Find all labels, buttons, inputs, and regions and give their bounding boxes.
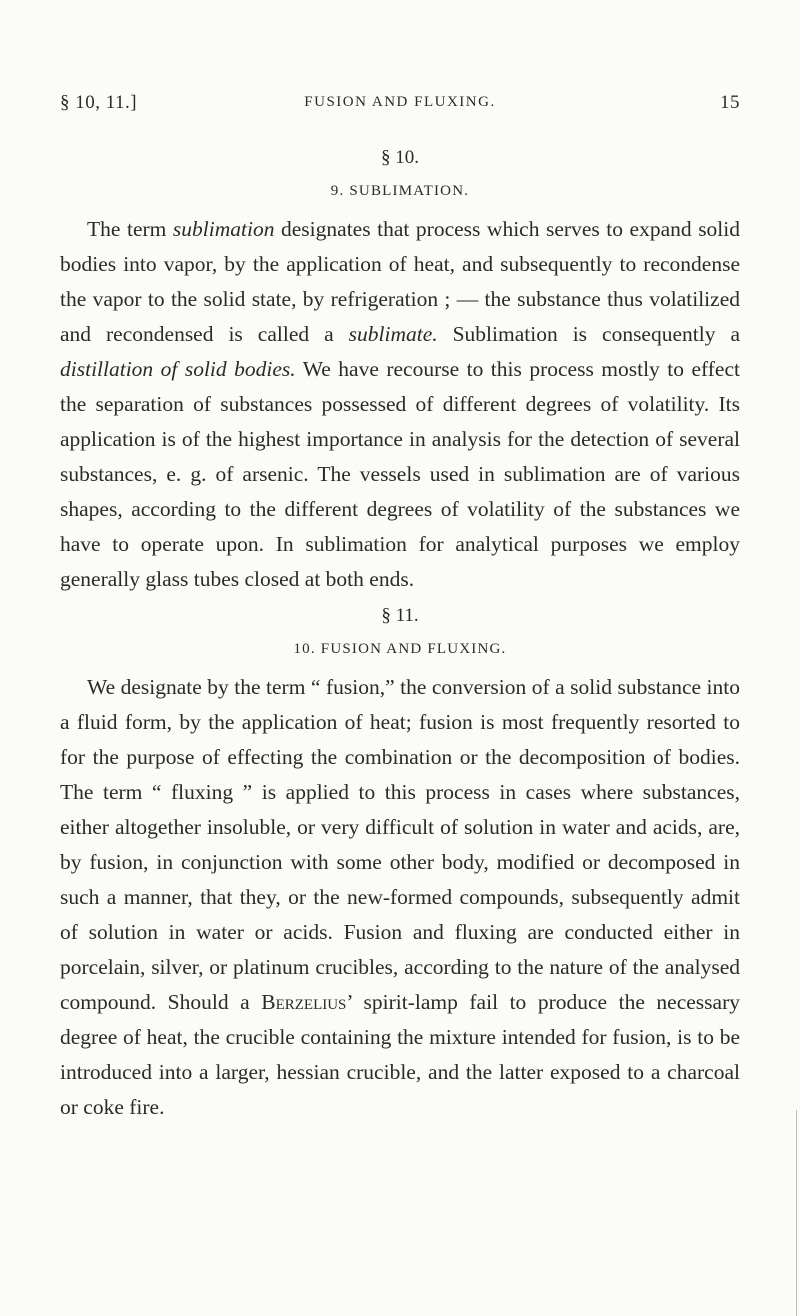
paragraph [60,670,740,1125]
section-sublimation [60,147,740,597]
section-title: 9. SUBLIMATION. [330,183,470,199]
section-title: 10. FUSION AND FLUXING. [293,641,507,657]
section-number: § 11. [381,605,419,626]
section-fusion [60,605,740,1125]
italic-term: sublimation [172,217,275,241]
italic-term: sublimate. [348,322,438,346]
page-number: 15 [720,92,740,113]
text-run: Sublimation is consequently a [437,322,740,346]
text-run: ’ spirit-lamp fail to produce the necessary degree of heat, the crucible containing the mixture intended for fusion, is to be introduced into a larger, hessian crucible, and the latter exposed to a charcoal or coke fire. [60,990,740,1119]
text-run: designates that process which serves to expand solid bodies into vapor, by the application of heat, and subsequently to recondense the vapor to the solid state, by refrigeration ; — the substance thus volatilized and recondensed is called a [60,217,741,346]
italic-term: distillation of solid bodies. [60,357,296,381]
text-run: We designate by the term “ fusion,” the conversion of a solid substance into a fluid form, by the application of heat; fusion is most frequently resorted to for the purpose of effecting the combination or the decomposition of bodies. The term “ fluxing ” is applied to this process in cases where substances, either altogether insoluble, or very difficult of solution in water and acids, are, by fusion, in conjunction with some other body, modified or decomposed in such a manner, that they, or the new-formed compounds, subsequently admit of solution in water or acids. Fusion and fluxing are conducted either in porcelain, silver, or platinum crucibles, according to the nature of the analysed compound. Should a [60,675,740,1014]
paragraph [60,212,740,597]
author-name: Berzelius [261,990,347,1014]
running-head [60,92,740,120]
chapter-title: FUSION AND FLUXING. [304,94,496,110]
section-number: § 10. [381,147,419,168]
text-run: We have recourse to this process mostly to effect the separation of substances possessed of different degrees of volatility. Its application is of the highest importance in analysis for the detection of several substances, e. g. of arsenic. The vessels used in sublimation are of various shapes, according to the different degrees of volatility of the substances we have to operate upon. In sublimation for analytical purposes we employ generally glass tubes closed at both ends. [60,357,740,591]
section-range: § 10, 11.] [60,92,138,113]
text-run: The term [87,217,173,241]
page-edge-line [796,1110,797,1316]
